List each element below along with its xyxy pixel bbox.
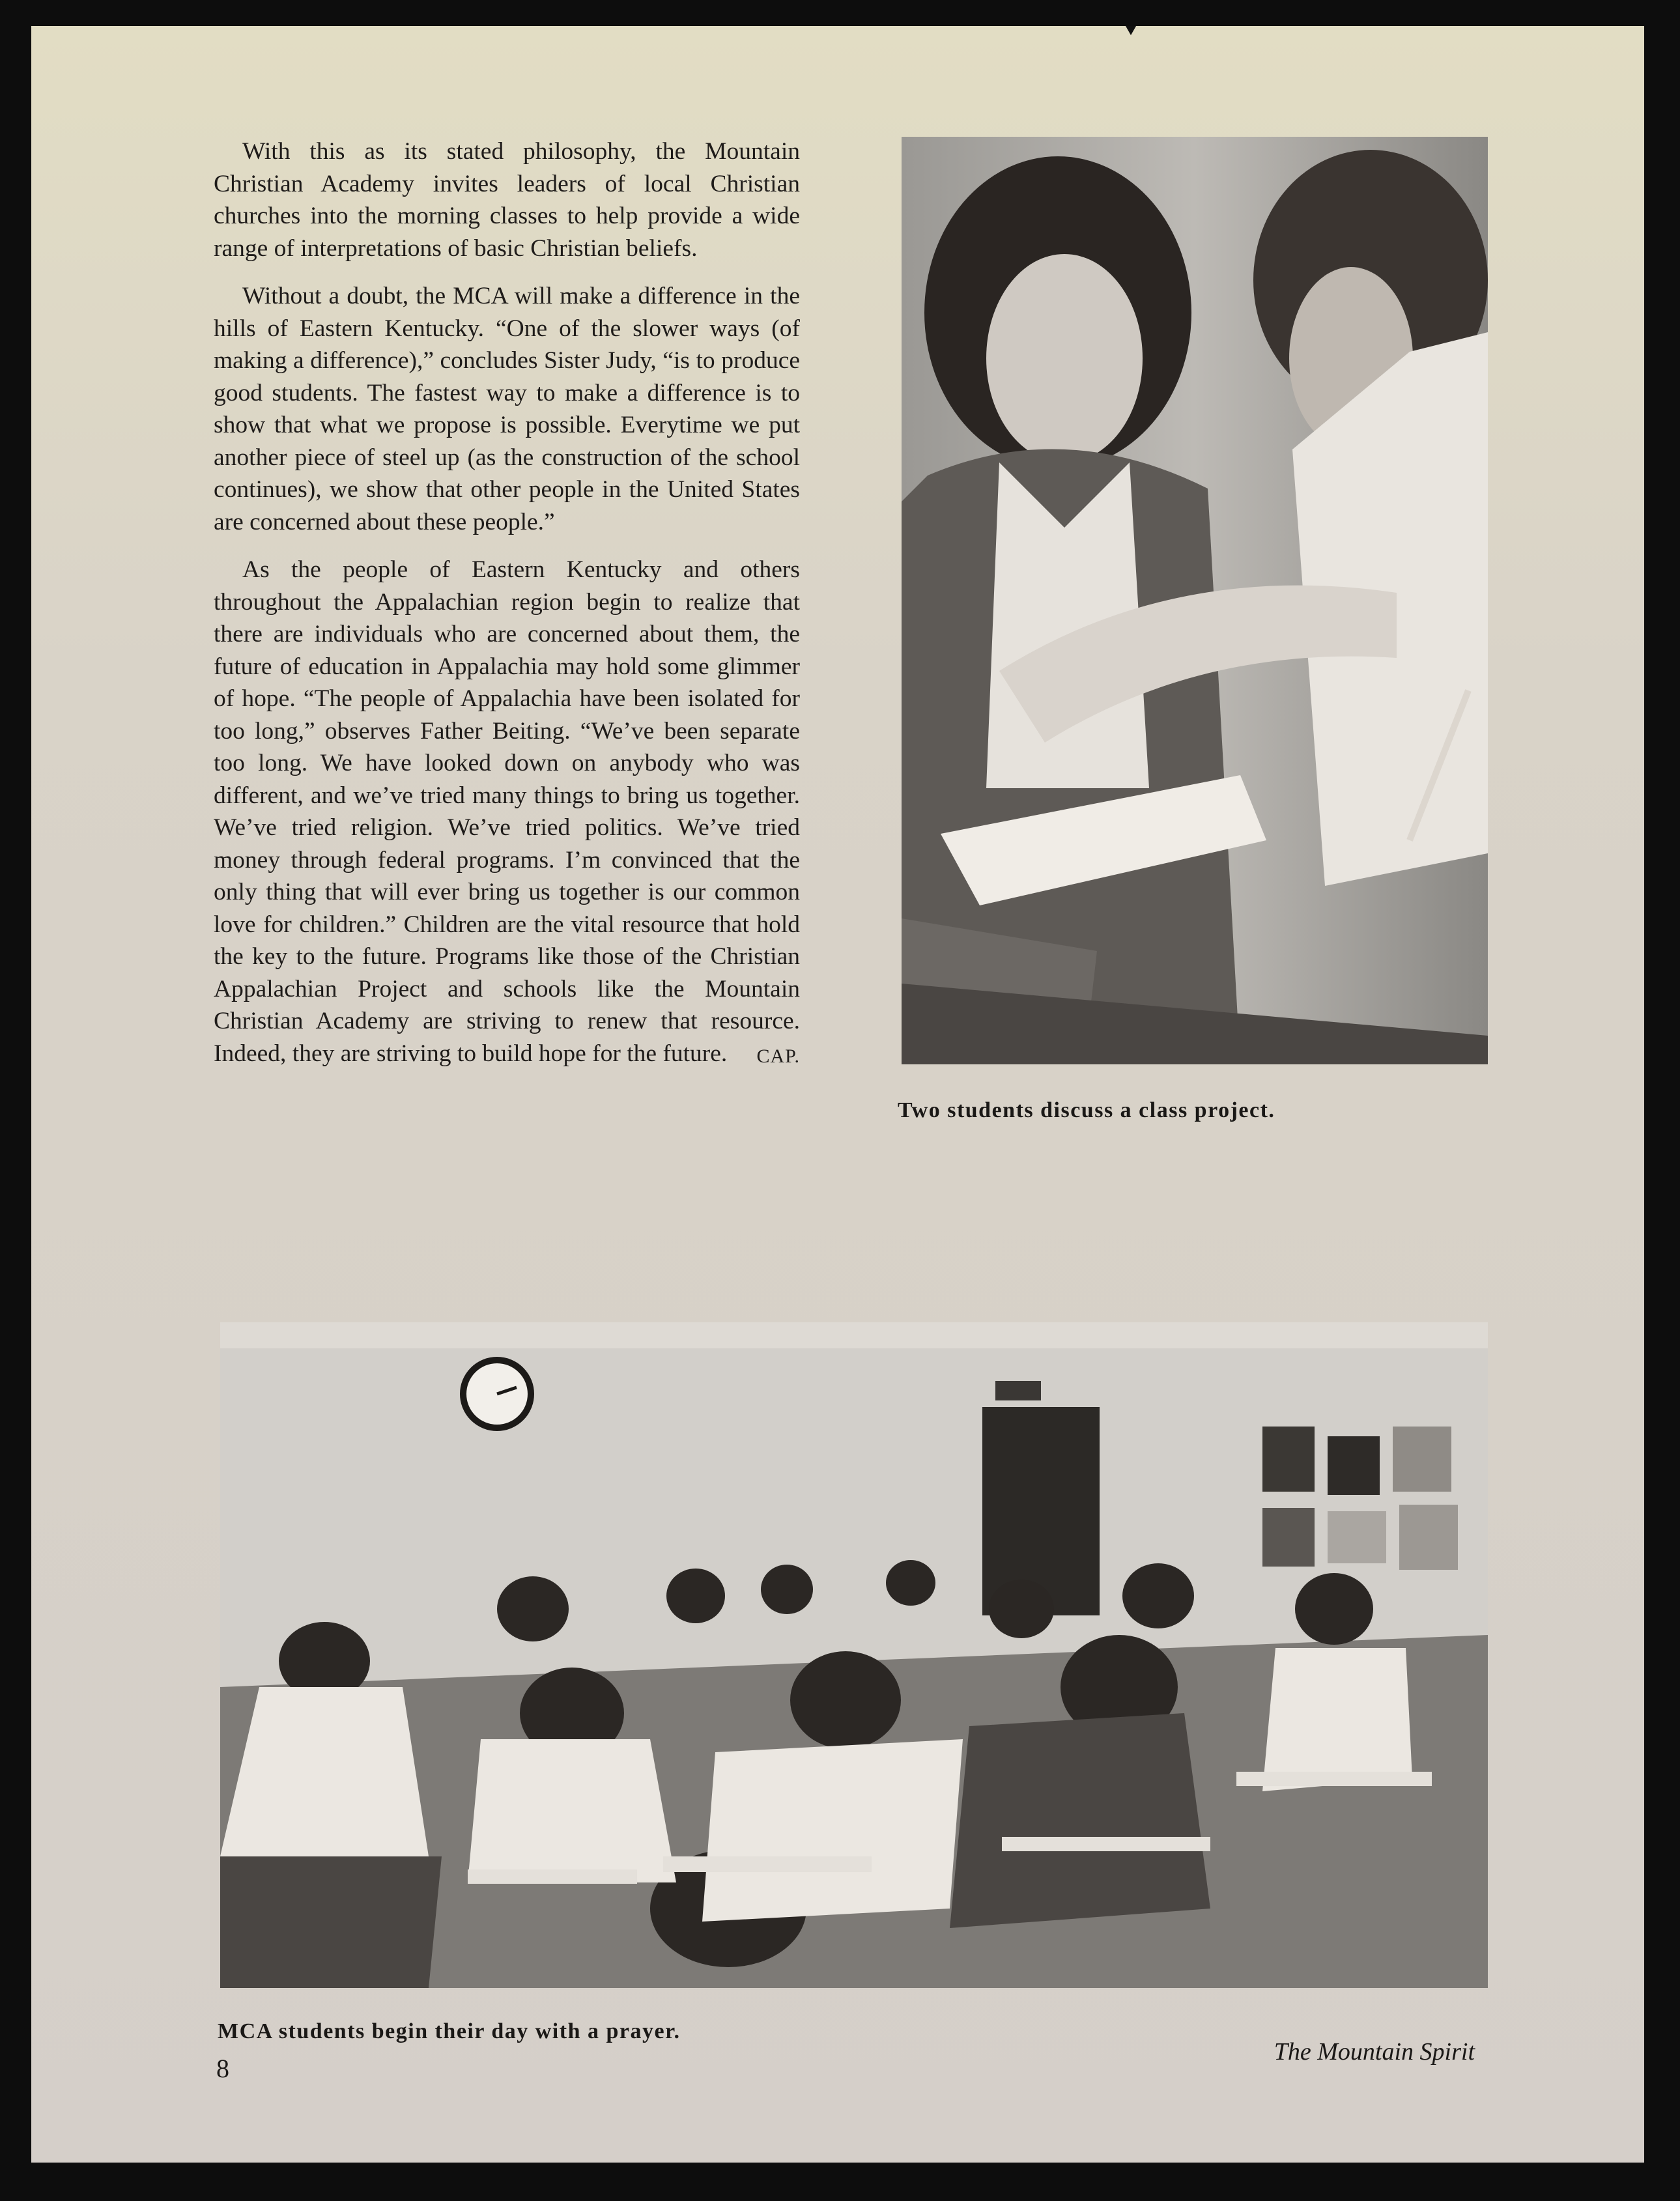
photo-students-discussion-image xyxy=(902,137,1488,1064)
photo-students-discussion xyxy=(902,137,1488,1064)
signoff-tag: CAP. xyxy=(756,1045,800,1067)
article-paragraph-3-text: As the people of Eastern Kentucky and others throughout the Appalachian region begin to realize that there are individuals who are concerned about them, the future of education in Appalachia may hold some glimmer of hope. “The people of Appalachia have been isolated for too long,” observes Father Beiting. “We’ve been separate too long. We have looked down on anybody who was different, and we’ve tried many things to bring us together. We’ve tried religion. We’ve tried politics. We’ve tried money through federal programs. I’m convinced that the only thing that will ever bring us together is our common love for children.” Children are the vital resource that hold the key to the future. Programs like those of the Christian Appalachian Project and schools like the Mountain Christian Academy are striving to renew that resource. Indeed, they are striving to build hope for the future. xyxy=(214,556,800,1067)
photo-classroom-prayer-image xyxy=(220,1322,1488,1988)
caption-top-photo: Two students discuss a class project. xyxy=(898,1098,1275,1122)
print-mark xyxy=(1126,26,1136,35)
article-paragraph-3 xyxy=(214,554,800,1070)
caption-bottom-photo: MCA students begin their day with a prayer. xyxy=(218,2019,681,2043)
photo-classroom-prayer xyxy=(220,1322,1488,1988)
page-number: 8 xyxy=(216,2054,229,2083)
article-paragraph-1: With this as its stated philosophy, the Mountain Christian Academy invites leaders of local Christian churches into the morning classes to help provide a wide range of interpretations of basic Christian beliefs. xyxy=(214,138,800,262)
article-column xyxy=(214,135,800,1085)
magazine-page xyxy=(31,26,1644,2163)
article-paragraph-2: Without a doubt, the MCA will make a difference in the hills of Eastern Kentucky. “One of the slower ways (of making a difference),” concludes Sister Judy, “is to produce good students. The fastest way to make a difference is to show that what we propose is possible. Everytime we put another piece of steel up (as the construction of the school continues), we show that other people in the United States are concerned about these people.” xyxy=(214,283,800,535)
publication-title: The Mountain Spirit xyxy=(1274,2038,1475,2066)
